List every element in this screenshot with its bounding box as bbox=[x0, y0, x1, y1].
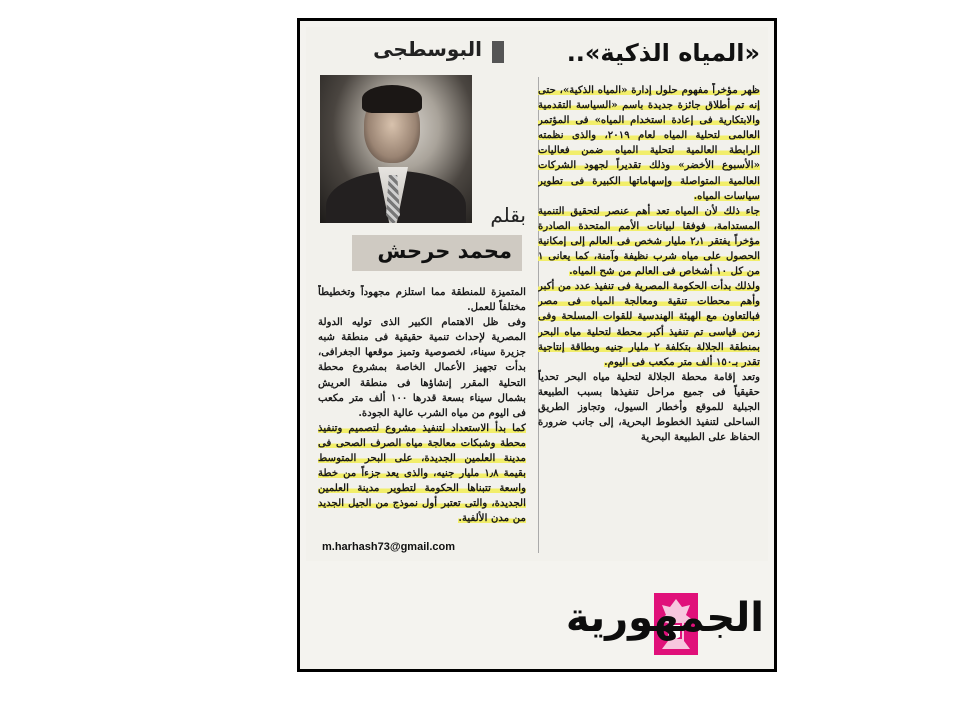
article-column-right bbox=[538, 83, 760, 559]
author-email: m.harhash73@gmail.com bbox=[322, 541, 455, 553]
author-photo bbox=[320, 75, 472, 223]
photo-hair bbox=[362, 85, 422, 113]
author-name-box bbox=[352, 235, 522, 271]
author-name: محمد حرحش bbox=[377, 239, 512, 263]
column-rubric bbox=[324, 35, 524, 69]
byline-label: بقلم bbox=[490, 203, 526, 227]
paragraph-1: ظهر مؤخراً مفهوم حلول إدارة «المياه الذكية»، حتى إنه تم أطلاق جائزة جديدة باسم «السياسة التقدمية والابتكارية فى إعادة استخدام المياه» فى المؤتمر العالمى لتحلية المياه لعام ٢٠١٩، والذى نظمته الرابطة العالمية لتحلية المياه ضمن فعاليات «الأسبوع الأخضر» وذلك تقديراً لجهود الشركات العالمية المتواصلة وإسهاماتها الكبيرة فى تطوير سياسات المياه. bbox=[538, 84, 760, 202]
clipping-frame bbox=[297, 18, 777, 672]
paragraph-2: جاء ذلك لأن المياه تعد أهم عنصر لتحقيق التنمية المستدامة، فوفقا لبيانات الأمم المتحدة الصادرة مؤخراً يفتقر ٢٫١ مليار شخص فى العالم إلى إمكانية الحصول على مياه شرب نظيفة وآمنة، كما يعانى ١ من كل ١٠ أشخاص فى العالم من شح المياه. bbox=[538, 204, 760, 278]
rubric-title: البوسطجى bbox=[373, 37, 482, 61]
paragraph-3: ولذلك بدأت الحكومة المصرية فى تنفيذ عدد من أكبر وأهم محطات تنقية ومعالجة المياه فى مصر فبالتعاون مع الهيئة الهندسية للقوات المسلحة وفى زمن قياسى تم تنفيذ أكبر محطة لتحلية مياه البحر بمنطقة الجلالة بتكلفة ٢ مليار جنيه وبطاقة إنتاجية تقدر بـ١٥٠ ألف متر مكعب فى اليوم. bbox=[538, 280, 760, 368]
newspaper-clipping bbox=[306, 27, 768, 561]
rubric-marker bbox=[492, 41, 504, 63]
newspaper-logo-text: الجمهورية bbox=[565, 595, 764, 641]
article-column-left bbox=[318, 285, 526, 539]
paragraph-5: المتميزة للمنطقة مما استلزم مجهوداً وتخطيطاً مختلفاً للعمل. bbox=[318, 286, 526, 314]
paragraph-6: وفى ظل الاهتمام الكبير الذى توليه الدولة المصرية لإحداث تنمية حقيقية فى منطقة شبه جزيرة سيناء، لخصوصية وتميز موقعها الجغرافى، بدأت تجهيز الأعمال الخاصة بمشروع محطة التحلية المقرر إنشاؤها فى منطقة العريش بشمال سيناء بسعة قدرها ١٠٠ ألف متر مكعب فى اليوم من مياه الشرب عالية الجودة. bbox=[318, 316, 526, 419]
paragraph-7: كما بدأ الاستعداد لتنفيذ مشروع لتصميم وتنفيذ محطة وشبكات معالجة مياه الصرف الصحى فى مدينة العلمين الجديدة، على البحر المتوسط بقيمة ١٫٨ مليار جنيه، والذى يعد جزءاً من خطة واسعة تتبناها الحكومة لتطوير مدينة العلمين الجديدة، والتى تعتبر أول نموذج من الجيل الجديد من مدن الألفية. bbox=[318, 421, 526, 525]
article-headline: «المياه الذكية».. bbox=[566, 39, 760, 67]
paragraph-4: وتعد إقامة محطة الجلالة لتحلية مياه البحر تحدياً حقيقياً فى جميع مراحل تنفيذها بسبب الطبيعة الجبلية للموقع وأخطار السيول، وتجاوز الطريق الساحلى لتنفيذ الخطوط البحرية، إلى جانب ضرورة الحفاظ على الطبيعة البحرية bbox=[538, 370, 760, 444]
newspaper-logo bbox=[565, 593, 764, 655]
